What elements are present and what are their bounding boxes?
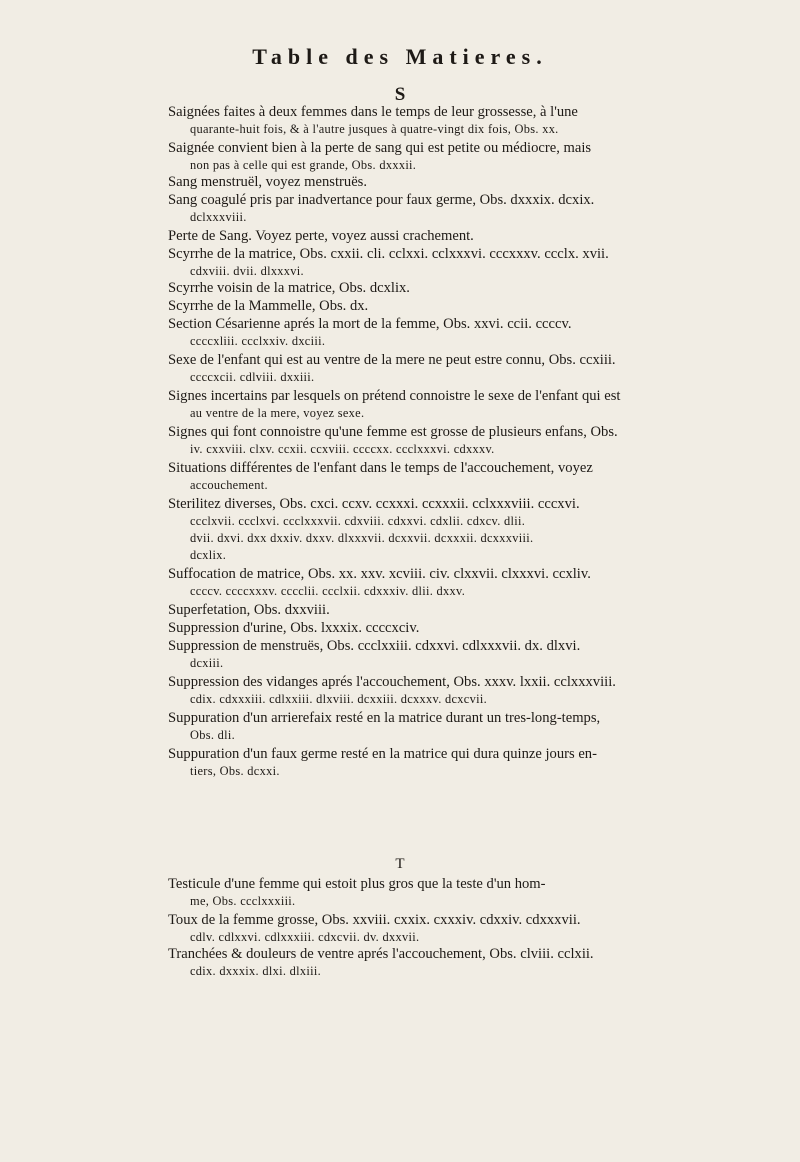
index-entry bbox=[168, 460, 762, 494]
index-entry bbox=[168, 710, 762, 744]
entry-heading: Signes qui font connoistre qu'une femme est grosse de plusieurs enfans, Obs. bbox=[168, 424, 618, 440]
entry-heading: Scyrrhe de la matrice, Obs. cxxii. cli. cclxxi. cclxxxvi. cccxxxv. ccclx. xvii. bbox=[168, 246, 609, 262]
entry-references: ccclxvii. ccclxvi. ccclxxxvii. cdxviii. cdxxvi. cdxlii. cdxcv. dlii. bbox=[190, 514, 526, 528]
index-entry bbox=[168, 192, 762, 226]
index-entry bbox=[168, 602, 762, 619]
entry-heading: Suppuration d'un arrierefaix resté en la matrice durant un tres-long-temps, bbox=[168, 710, 601, 726]
index-entry bbox=[168, 620, 762, 637]
entry-heading: Testicule d'une femme qui estoit plus gros que la teste d'un hom- bbox=[168, 876, 546, 892]
entry-heading: Situations différentes de l'enfant dans le temps de l'accouchement, voyez bbox=[168, 460, 593, 476]
entry-heading: Tranchées & douleurs de ventre aprés l'accouchement, Obs. clviii. cclxii. bbox=[168, 946, 594, 962]
entry-references: quarante-huit fois, & à l'autre jusques à quatre-vingt dix fois, Obs. xx. bbox=[190, 122, 559, 136]
index-entry bbox=[168, 946, 762, 980]
index-entry bbox=[168, 876, 762, 910]
entry-references: ccccv. ccccxxxv. cccclii. ccclxii. cdxxxiv. dlii. dxxv. bbox=[190, 584, 466, 598]
entry-heading: Scyrrhe de la Mammelle, Obs. dx. bbox=[168, 298, 369, 314]
entry-references: ccccxliii. ccclxxiv. dxciii. bbox=[190, 334, 326, 348]
entry-heading: Scyrrhe voisin de la matrice, Obs. dcxlix. bbox=[168, 280, 410, 296]
entry-heading: Suppuration d'un faux germe resté en la matrice qui dura quinze jours en- bbox=[168, 746, 597, 762]
entry-references: dcxlix. bbox=[190, 548, 227, 562]
index-entry bbox=[168, 140, 762, 174]
entry-heading: Sang menstruël, voyez menstruës. bbox=[168, 174, 367, 190]
index-entry bbox=[168, 912, 762, 946]
entry-heading: Saignées faites à deux femmes dans le temps de leur grossesse, à l'une bbox=[168, 104, 578, 120]
entry-references: Obs. dli. bbox=[190, 728, 236, 742]
index-entry bbox=[168, 674, 762, 708]
entry-heading: Saignée convient bien à la perte de sang qui est petite ou médiocre, mais bbox=[168, 140, 592, 156]
entry-heading: Sexe de l'enfant qui est au ventre de la mere ne peut estre connu, Obs. ccxiii. bbox=[168, 352, 616, 368]
entry-references: dvii. dxvi. dxx dxxiv. dxxv. dlxxxvii. dcxxvii. dcxxxii. dcxxxviii. bbox=[190, 531, 534, 545]
entry-heading: Superfetation, Obs. dxxviii. bbox=[168, 602, 330, 618]
entry-references: cdix. cdxxxiii. cdlxxiii. dlxviii. dcxxiii. dcxxxv. dcxcvii. bbox=[190, 692, 487, 706]
entry-references: accouchement. bbox=[190, 478, 268, 492]
entry-references: non pas à celle qui est grande, Obs. dxxxii. bbox=[190, 158, 417, 172]
index-entry bbox=[168, 246, 762, 280]
entry-references: au ventre de la mere, voyez sexe. bbox=[190, 406, 365, 420]
index-entry bbox=[168, 316, 762, 350]
entry-heading: Suppression d'urine, Obs. lxxxix. ccccxciv. bbox=[168, 620, 420, 636]
entry-heading: Signes incertains par lesquels on prétend connoistre le sexe de l'enfant qui est bbox=[168, 388, 621, 404]
index-entry bbox=[168, 496, 762, 564]
running-head: Table des Matieres. bbox=[252, 44, 548, 69]
index-entry bbox=[168, 228, 762, 245]
entry-heading: Suppression des vidanges aprés l'accouchement, Obs. xxxv. lxxii. cclxxxviii. bbox=[168, 674, 616, 690]
entry-references: cdlv. cdlxxvi. cdlxxxiii. cdxcvii. dv. dxxvii. bbox=[190, 930, 420, 944]
entry-references: me, Obs. ccclxxxiii. bbox=[190, 894, 296, 908]
index-entry bbox=[168, 298, 762, 315]
index-entry bbox=[168, 388, 762, 422]
index-entry bbox=[168, 174, 762, 191]
entry-references: tiers, Obs. dcxxi. bbox=[190, 764, 280, 778]
index-entry bbox=[168, 104, 762, 138]
index-entry bbox=[168, 746, 762, 780]
index-entry bbox=[168, 566, 762, 600]
entry-heading: Suppression de menstruës, Obs. ccclxxiii. cdxxvi. cdlxxxvii. dx. dlxvi. bbox=[168, 638, 581, 654]
entry-heading: Sterilitez diverses, Obs. cxci. ccxv. ccxxxi. ccxxxii. cclxxxviii. cccxvi. bbox=[168, 496, 580, 512]
section-letter-t: T bbox=[395, 856, 405, 872]
index-entry bbox=[168, 424, 762, 458]
entry-references: ccccxcii. cdlviii. dxxiii. bbox=[190, 370, 315, 384]
section-letter-s: S bbox=[394, 84, 406, 105]
entry-references: cdix. dxxxix. dlxi. dlxiii. bbox=[190, 964, 321, 978]
entry-heading: Section Césarienne aprés la mort de la femme, Obs. xxvi. ccii. ccccv. bbox=[168, 316, 572, 332]
index-entry bbox=[168, 352, 762, 386]
entry-heading: Perte de Sang. Voyez perte, voyez aussi crachement. bbox=[168, 228, 474, 244]
index-entry bbox=[168, 638, 762, 672]
entry-references: cdxviii. dvii. dlxxxvi. bbox=[190, 264, 304, 278]
entry-heading: Suffocation de matrice, Obs. xx. xxv. xcviii. civ. clxxvii. clxxxvi. ccxliv. bbox=[168, 566, 591, 582]
index-entry bbox=[168, 280, 762, 297]
entry-heading: Toux de la femme grosse, Obs. xxviii. cxxix. cxxxiv. cdxxiv. cdxxxvii. bbox=[168, 912, 581, 928]
entry-heading: Sang coagulé pris par inadvertance pour faux germe, Obs. dxxxix. dcxix. bbox=[168, 192, 595, 208]
entry-references: dcxiii. bbox=[190, 656, 224, 670]
entry-references: dclxxxviii. bbox=[190, 210, 247, 224]
entry-references: iv. cxxviii. clxv. ccxii. ccxviii. ccccxx. ccclxxxvi. cdxxxv. bbox=[190, 442, 495, 456]
